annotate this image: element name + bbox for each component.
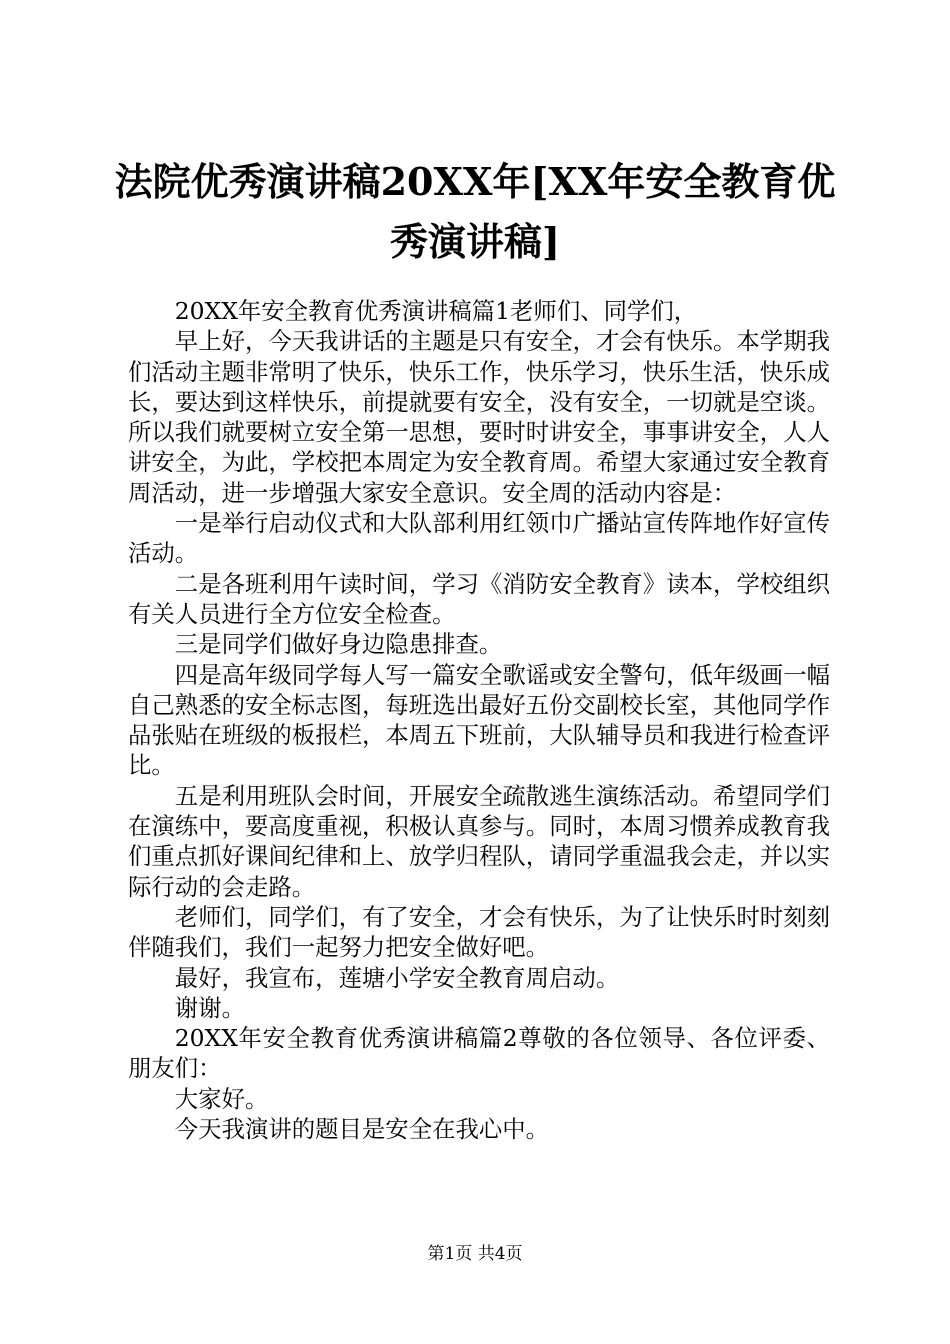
page-number-footer: 第1页 共4页	[427, 1244, 523, 1264]
paragraph: 大家好。	[174, 1084, 269, 1113]
paragraph: 20XX年安全教育优秀演讲稿篇2尊敬的各位领导、各位评委、朋友们：	[128, 1024, 830, 1083]
document-title: 法院优秀演讲稿20XX年[XX年安全教育优秀演讲稿]	[114, 159, 836, 264]
paragraph: 早上好，今天我讲话的主题是只有安全，才会有快乐。本学期我们活动主题非常明了快乐，快乐工作，快乐学习，快乐生活，快乐成长，要达到这样快乐，前提就要有安全，没有安全，一切就是空谈。所以我们就要树立安全第一思想，要时时讲安全，事事讲安全，人人讲安全，为此，学校把本周定为安全教育周。希望大家通过安全教育周活动，进一步增强大家安全意识。安全周的活动内容是：	[128, 327, 830, 507]
paragraph: 二是各班利用午读时间，学习《消防安全教育》读本，学校组织有关人员进行全方位安全检查。	[128, 569, 830, 628]
paragraph: 三是同学们做好身边隐患排查。	[174, 630, 503, 659]
paragraph: 五是利用班队会时间，开展安全疏散逃生演练活动。希望同学们在演练中，要高度重视，积极认真参与。同时，本周习惯养成教育我们重点抓好课间纪律和上、放学归程队，请同学重温我会走，并以实际行动的会走路。	[128, 781, 830, 901]
paragraph: 最好，我宣布，莲塘小学安全教育周启动。	[174, 963, 620, 992]
paragraph: 四是高年级同学每人写一篇安全歌谣或安全警句，低年级画一幅自己熟悉的安全标志图，每班选出最好五份交副校长室，其他同学作品张贴在班级的板报栏，本周五下班前，大队辅导员和我进行检查评比。	[128, 660, 830, 780]
paragraph: 20XX年安全教育优秀演讲稿篇1老师们、同学们，	[174, 297, 698, 325]
paragraph: 谢谢。	[174, 993, 245, 1022]
paragraph: 老师们，同学们，有了安全，才会有快乐，为了让快乐时时刻刻伴随我们，我们一起努力把安全做好吧。	[128, 902, 830, 962]
document-body	[128, 296, 830, 1144]
paragraph: 一是举行启动仪式和大队部利用红领巾广播站宣传阵地作好宣传活动。	[128, 509, 830, 568]
paragraph: 今天我演讲的题目是安全在我心中。	[174, 1115, 550, 1144]
